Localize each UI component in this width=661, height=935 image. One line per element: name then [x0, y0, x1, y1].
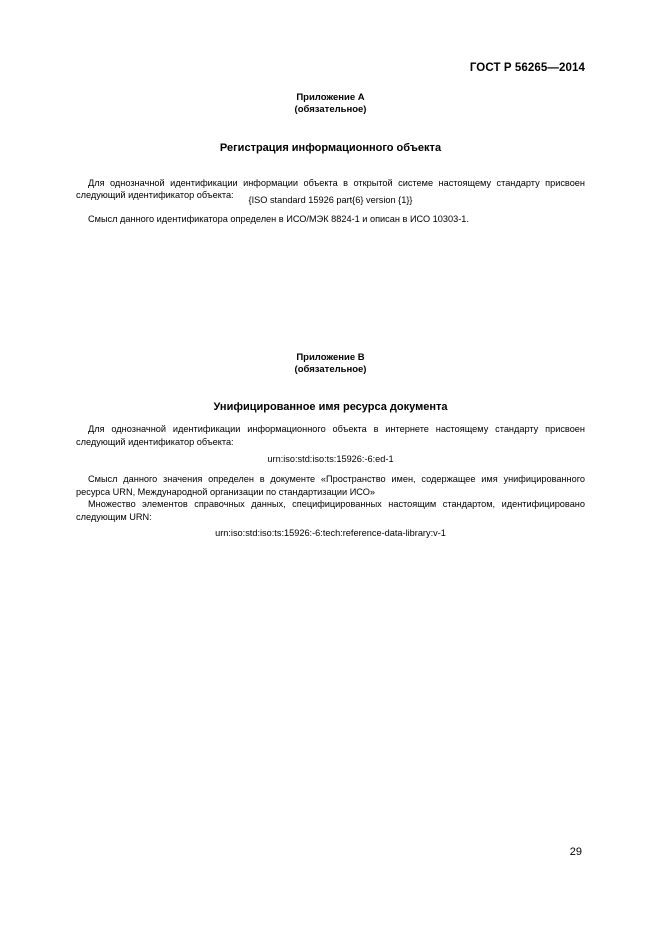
- appendix-a-heading: Регистрация информационного объекта: [219, 142, 442, 154]
- page-number: 29: [569, 846, 582, 858]
- appendix-b-para1-text: Для однозначной идентификации информационного объекта в интернете настоящему стандарту присвоен следующий идентификатор объекта:: [76, 424, 585, 447]
- appendix-a-title: Приложение А: [296, 92, 365, 103]
- appendix-b-urn: urn:iso:std:iso:ts:15926:-6:tech:reference-data-library:v-1: [215, 528, 446, 538]
- appendix-b-identifier: urn:iso:std:iso:ts:15926:-6:ed-1: [267, 454, 394, 464]
- appendix-b-paragraph-2: [76, 473, 585, 498]
- appendix-b-paragraph-1: [76, 423, 585, 448]
- appendix-b-para3-text: Множество элементов справочных данных, специфицированных настоящим стандартом, идентифицировано следующим URN:: [76, 499, 585, 522]
- appendix-b-status: (обязательное): [294, 364, 367, 375]
- appendix-b-para2-text: Смысл данного значения определен в документе «Пространство имен, содержащее имя унифицированного ресурса URN, Международной организации по стандартизации ИСО»: [76, 474, 585, 497]
- standard-id: ГОСТ Р 56265—2014: [469, 62, 585, 74]
- appendix-a-identifier: {ISO standard 15926 part{6} version {1}}: [248, 195, 413, 205]
- appendix-a-para1-text: Для однозначной идентификации информации объекта в открытой системе настоящему стандарту присвоен следующий идентификатор объекта:: [76, 177, 585, 200]
- appendix-a-title-block: [0, 92, 661, 116]
- appendix-a-status: (обязательное): [294, 104, 367, 115]
- appendix-a-paragraph-2: [76, 213, 585, 226]
- appendix-b-title-block: [0, 352, 661, 376]
- appendix-a-para2-text: Смысл данного идентификатора определен в ИСО/МЭК 8824-1 и описан в ИСО 10303-1.: [88, 214, 469, 224]
- appendix-b-title: Приложение В: [296, 352, 365, 363]
- appendix-b-paragraph-3: [76, 498, 585, 523]
- appendix-b-heading: Унифицированное имя ресурса документа: [213, 401, 448, 413]
